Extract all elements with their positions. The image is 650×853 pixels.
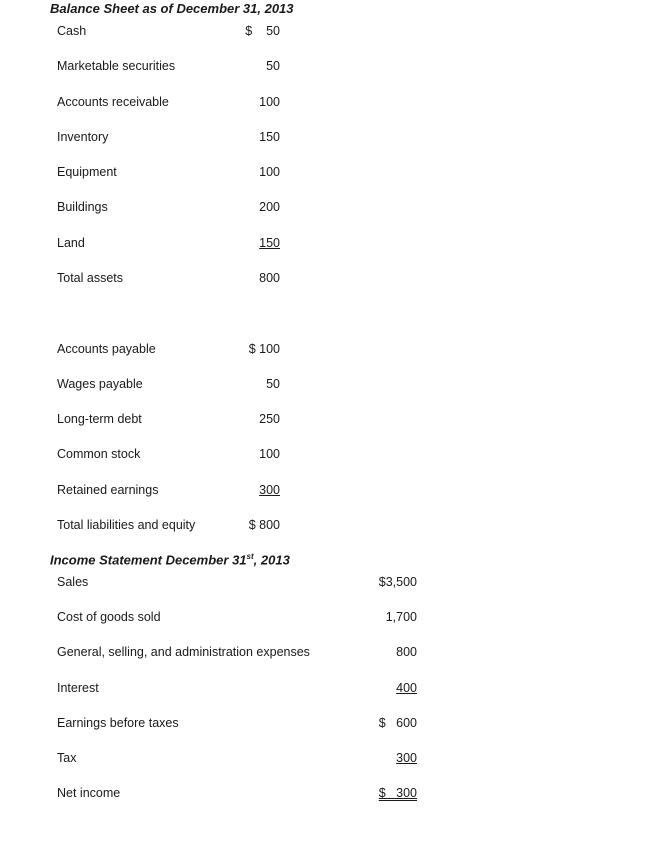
line-item-value: $ 100: [248, 342, 280, 356]
line-item-value: 150: [259, 130, 280, 144]
underlined-amount: 300: [259, 483, 280, 497]
line-item-value: [227, 481, 280, 499]
line-item-value: $ 800: [248, 518, 280, 532]
double-underlined-amount: $ 300: [378, 786, 417, 800]
line-item-value: $ 50: [245, 24, 280, 38]
line-item-label: Accounts receivable: [57, 95, 169, 109]
line-item-value: $3,500: [378, 575, 417, 589]
line-item-label: Net income: [57, 786, 121, 800]
line-item-label: General, selling, and administration expenses: [57, 645, 310, 659]
line-item-label: Buildings: [57, 200, 108, 214]
line-item-value: 800: [259, 271, 280, 285]
line-item-label: Equipment: [57, 165, 117, 179]
underlined-amount: 300: [396, 751, 417, 765]
underlined-amount: 400: [396, 681, 417, 695]
line-item-label: Total assets: [57, 271, 124, 285]
line-item-value: 200: [259, 200, 280, 214]
line-item-label: Earnings before taxes: [57, 716, 179, 730]
line-item-value: 100: [259, 95, 280, 109]
line-item-value: [357, 784, 417, 802]
line-item-value: 250: [259, 412, 280, 426]
income-statement-title-year: , 2013: [253, 552, 290, 568]
line-item-value: [357, 749, 417, 767]
line-item-label: Inventory: [57, 130, 109, 144]
income-statement-title-suffix-ordinal: st: [246, 552, 254, 561]
line-item-value: 50: [266, 377, 280, 391]
line-item-label: Tax: [57, 751, 77, 765]
line-item-label: Common stock: [57, 447, 141, 461]
line-item-label: Land: [57, 236, 85, 250]
line-item-label: Retained earnings: [57, 483, 159, 497]
line-item-value: 100: [259, 165, 280, 179]
line-item-value: 800: [396, 645, 417, 659]
line-item-label: Marketable securities: [57, 59, 176, 73]
line-item-label: Accounts payable: [57, 342, 156, 356]
income-statement-title: [50, 552, 290, 567]
line-item-label: Sales: [57, 575, 89, 589]
line-item-value: 1,700: [385, 610, 417, 624]
line-item-value: 100: [259, 447, 280, 461]
line-item-label: Total liabilities and equity: [57, 518, 196, 532]
line-item-label: Wages payable: [57, 377, 143, 391]
underlined-amount: 150: [259, 236, 280, 250]
line-item-value: [227, 234, 280, 252]
line-item-label: Interest: [57, 681, 99, 695]
income-statement-title-text: Income Statement December 31: [50, 552, 247, 568]
line-item-value: 50: [266, 59, 280, 73]
balance-sheet-title: Balance Sheet as of December 31, 2013: [50, 1, 294, 16]
line-item-label: Long-term debt: [57, 412, 142, 426]
line-item-value: [357, 679, 417, 697]
line-item-label: Cost of goods sold: [57, 610, 161, 624]
line-item-value: $ 600: [378, 716, 417, 730]
line-item-label: Cash: [57, 24, 87, 38]
